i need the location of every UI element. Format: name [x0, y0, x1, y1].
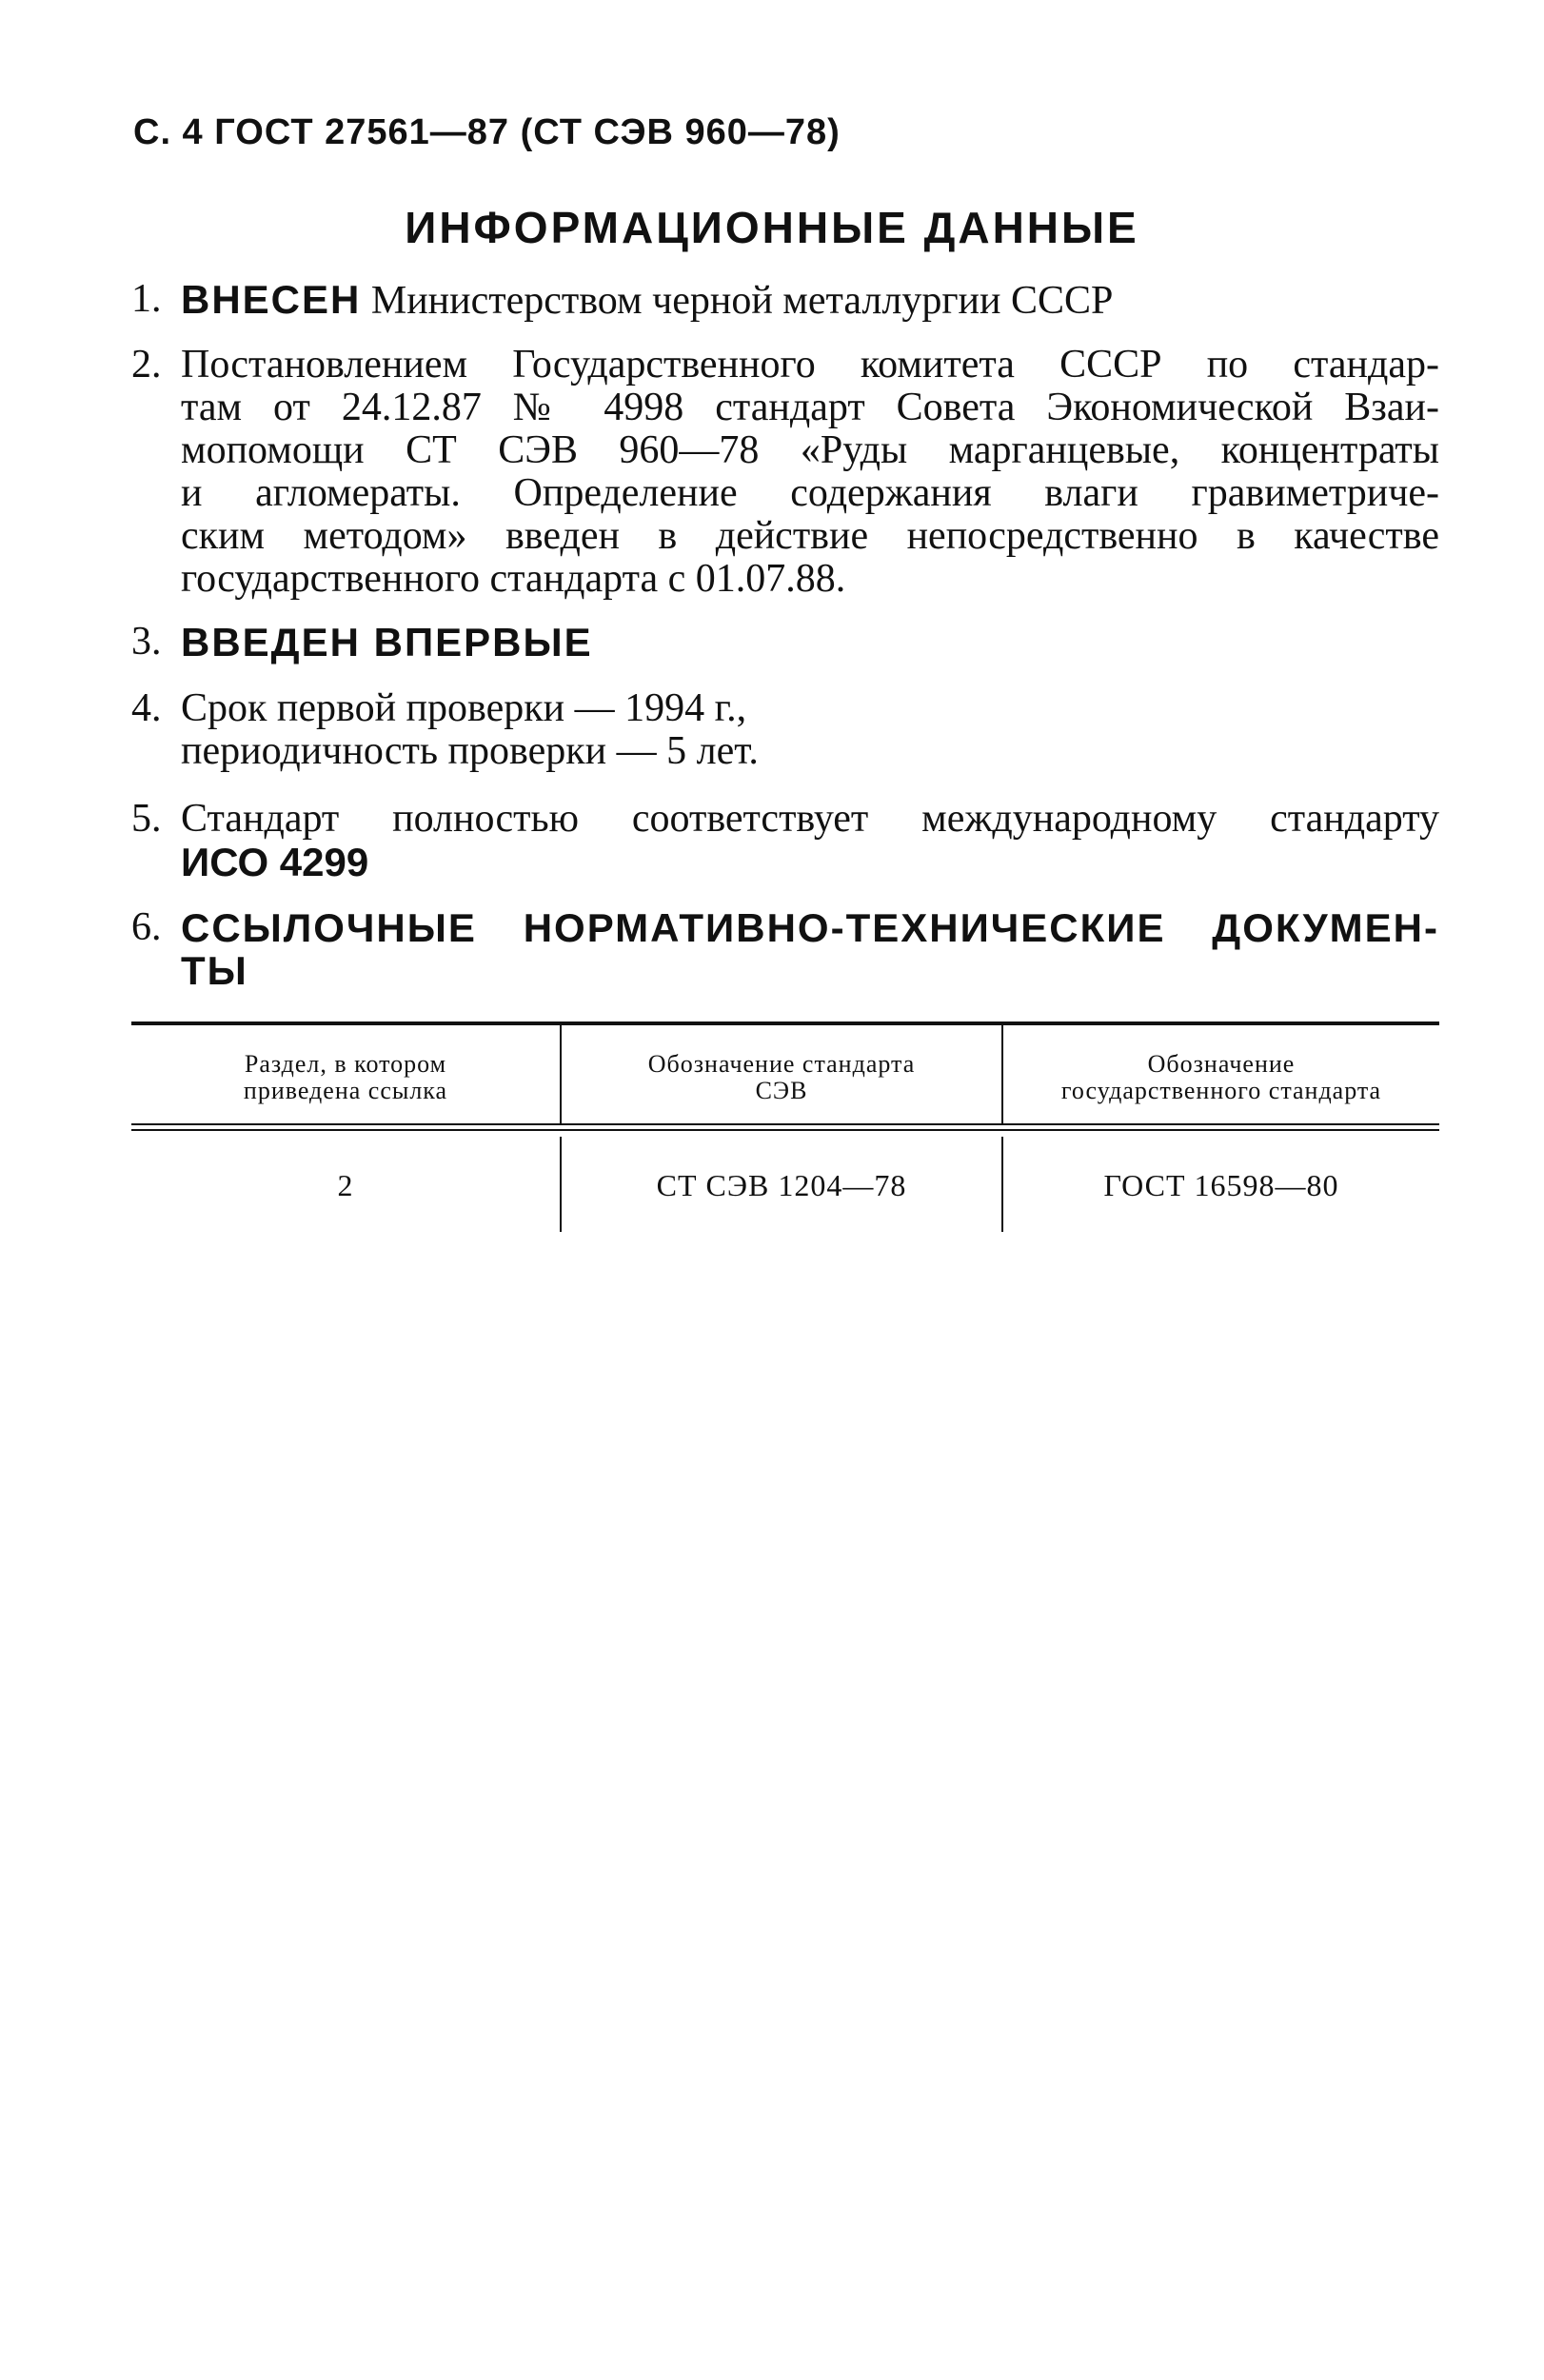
item-line: ИСО 4299 — [181, 840, 369, 884]
header-line: Обозначение — [1147, 1050, 1296, 1078]
item-number: 1. — [131, 277, 162, 321]
info-item-6 — [131, 906, 1439, 992]
table-header-rule — [131, 1123, 1439, 1125]
page-header: С. 4 ГОСТ 27561—87 (СТ СЭВ 960—78) — [133, 112, 841, 152]
item-number: 4. — [131, 686, 162, 730]
header-line: приведена ссылка — [243, 1077, 448, 1104]
item-number: 3. — [131, 620, 162, 664]
item-line: периодичность проверки — 5 лет. — [181, 729, 759, 773]
info-item-1 — [131, 278, 1439, 323]
table-header-cell — [131, 1051, 560, 1104]
item-number: 5. — [131, 797, 162, 841]
item-line: Постановлением Государственного комитета СССР по стандар- — [181, 343, 1439, 387]
item-line: Срок первой проверки — 1994 г., — [181, 686, 747, 730]
info-item-5 — [131, 798, 1439, 883]
header-line: Раздел, в котором — [244, 1050, 447, 1078]
item-line: ским методом» введен в действие непосредственно в качестве — [181, 514, 1439, 558]
info-item-2 — [131, 344, 1439, 601]
item-text: ВВЕДЕН ВПЕРВЫЕ — [181, 620, 593, 664]
item-line: там от 24.12.87 № 4998 стандарт Совета Экономической Взаи- — [181, 386, 1439, 429]
table-cell: 2 — [337, 1168, 354, 1202]
item-text: Министерством черной металлургии СССР — [361, 279, 1114, 323]
page-title: ИНФОРМАЦИОННЫЕ ДАННЫЕ — [405, 203, 1139, 252]
header-line: СЭВ — [755, 1077, 808, 1104]
table-cell: ГОСТ 16598—80 — [1103, 1168, 1339, 1202]
info-item-4 — [131, 687, 1439, 773]
table-header-cell — [1003, 1051, 1439, 1104]
item-line: ТЫ — [181, 948, 248, 993]
item-line: и агломераты. Определение содержания влаги гравиметриче- — [181, 471, 1439, 515]
info-item-3 — [131, 621, 1439, 664]
header-line: Обозначение стандарта — [647, 1050, 916, 1078]
item-line: мопомощи СТ СЭВ 960—78 «Руды марганцевые, концентраты — [181, 428, 1439, 472]
table-header-cell — [562, 1051, 1001, 1104]
item-lead: ВНЕСЕН — [181, 277, 362, 322]
header-line: государственного стандарта — [1060, 1077, 1382, 1104]
table-top-rule — [131, 1021, 1439, 1025]
item-line: государственного стандарта с 01.07.88. — [181, 557, 846, 601]
item-line: Стандарт полностью соответствует международному стандарту — [181, 797, 1439, 841]
table-cell: СТ СЭВ 1204—78 — [656, 1168, 907, 1202]
item-line: ССЫЛОЧНЫЕ НОРМАТИВНО-ТЕХНИЧЕСКИЕ ДОКУМЕН- — [181, 905, 1439, 950]
item-number: 2. — [131, 343, 162, 387]
item-number: 6. — [131, 905, 162, 949]
table-header-rule — [131, 1129, 1439, 1131]
